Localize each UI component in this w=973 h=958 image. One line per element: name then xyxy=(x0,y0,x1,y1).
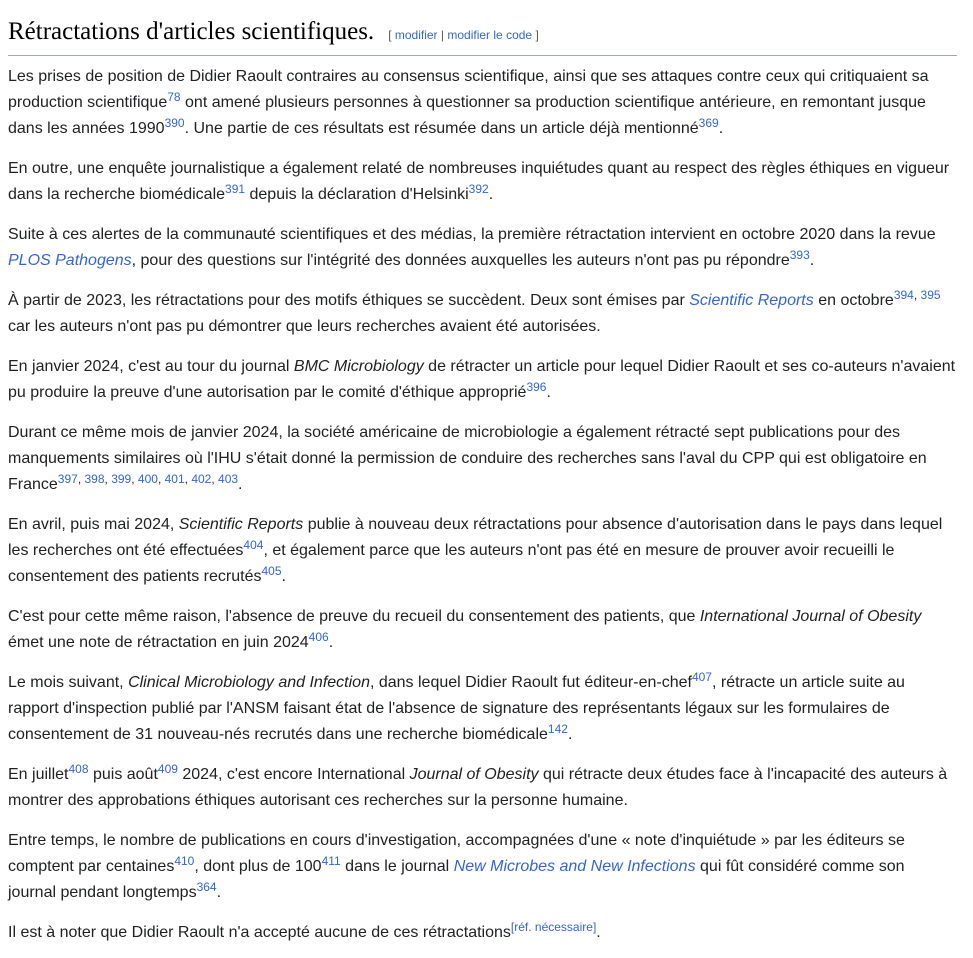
text: . xyxy=(596,923,601,941)
reference xyxy=(197,880,217,894)
citation-needed xyxy=(511,920,596,934)
journal-name: International Journal of Obesity xyxy=(699,607,922,625)
text: Il est à noter que Didier Raoult n'a accepté aucune de ces rétractations xyxy=(8,923,511,941)
reference-link[interactable]: 395 xyxy=(920,287,941,302)
reference-link[interactable]: 407 xyxy=(691,669,712,684)
reference-link[interactable]: 403 xyxy=(218,471,239,486)
reference-separator: , xyxy=(104,471,112,486)
edit-bracket-open: [ xyxy=(388,28,392,42)
text: , dont plus de 100 xyxy=(194,857,322,875)
reference-link[interactable]: 394 xyxy=(893,287,914,302)
reference-separator: , xyxy=(913,287,921,302)
journal-link-scientific-reports[interactable] xyxy=(689,292,814,309)
edit-link[interactable]: modifier xyxy=(394,28,438,42)
section-heading-row xyxy=(8,0,957,56)
paragraph-3 xyxy=(8,222,957,274)
text: , rétracte un article suite au rapport d'inspection publié par l'ANSM faisant état de l'absence de signature des représentants légaux sur les formulaires de consentement de 31 nouveau-nés recrutés dans une recherche biomédicale xyxy=(8,673,905,743)
link-text: Scientific Reports xyxy=(689,291,814,309)
text: En janvier 2024, c'est au tour du journal xyxy=(8,357,294,375)
reference-link[interactable]: 399 xyxy=(111,471,132,486)
reference-link[interactable]: 393 xyxy=(789,247,810,262)
text: émet une note de rétractation en juin 2024 xyxy=(8,633,309,651)
text: puis août xyxy=(88,765,158,783)
reference-link[interactable]: 78 xyxy=(167,89,181,104)
reference-link[interactable]: 401 xyxy=(164,471,185,486)
reference-separator: , xyxy=(77,471,85,486)
text: qui rétracte deux études face à l'incapacité des auteurs à montrer des approbations éthiques autorisant ces recherches sur la personne humaine. xyxy=(8,765,948,809)
text: , dans lequel Didier Raoult fut éditeur-en-chef xyxy=(369,673,692,691)
reference-link[interactable]: 408 xyxy=(68,761,89,776)
reference xyxy=(548,722,568,736)
reference-link[interactable]: 369 xyxy=(698,115,719,130)
reference xyxy=(167,90,180,104)
link-text: New Microbes and New Infections xyxy=(453,857,696,875)
reference xyxy=(322,854,341,868)
reference-separator: , xyxy=(131,471,138,486)
text: Les prises de position de Didier Raoult contraires au consensus scientifique, ainsi que ses attaques contre ceux qui critiquaient sa production scientifique xyxy=(8,67,929,111)
reference-separator: , xyxy=(211,471,219,486)
reference-separator: , xyxy=(157,471,165,486)
paragraph-8 xyxy=(8,604,957,656)
reference xyxy=(243,538,263,552)
journal-link-plos-pathogens[interactable] xyxy=(8,252,132,269)
text: de rétracter un article pour lequel Didier Raoult et ses co-auteurs n'avaient pu produire la preuve d'une autorisation par le comité d'éthique approprié xyxy=(8,357,956,401)
text: 2024, c'est encore International xyxy=(177,765,410,783)
reference xyxy=(790,248,810,262)
journal-name: Scientific Reports xyxy=(178,515,304,533)
text: À partir de 2023, les rétractations pour des motifs éthiques se succèdent. Deux sont émises par xyxy=(8,291,690,309)
reference-link[interactable]: 364 xyxy=(196,879,217,894)
text: depuis la déclaration d'Helsinki xyxy=(245,185,469,203)
paragraph-2 xyxy=(8,156,957,208)
edit-bracket-close: ] xyxy=(535,28,539,42)
edit-section-links xyxy=(388,28,539,42)
text: , et également parce que les auteurs n'ont pas été en mesure de prouver avoir recueilli le consentement des patients recrutés xyxy=(8,541,895,585)
reference-link[interactable]: 142 xyxy=(547,721,568,736)
text: C'est pour cette même raison, l'absence de preuve du recueil du consentement des patients, que xyxy=(8,607,700,625)
paragraph-1 xyxy=(8,64,957,142)
text: Le mois suivant, xyxy=(8,673,129,691)
text: Suite à ces alertes de la communauté scientifiques et des médias, la première rétractation intervient en octobre 2020 dans la revue xyxy=(8,225,936,243)
reference-link[interactable]: 400 xyxy=(137,471,158,486)
journal-name: BMC Microbiology xyxy=(293,357,424,375)
reference-link[interactable]: 391 xyxy=(225,181,246,196)
text: . xyxy=(546,383,551,401)
reference xyxy=(699,116,719,130)
reference-link[interactable]: 409 xyxy=(157,761,178,776)
text: . xyxy=(567,725,573,743)
reference-link[interactable]: 402 xyxy=(191,471,212,486)
edit-separator: | xyxy=(440,28,445,42)
reference xyxy=(261,564,281,578)
text: . xyxy=(238,475,243,493)
reference xyxy=(526,380,546,394)
reference xyxy=(692,670,712,684)
reference-group xyxy=(58,472,238,486)
paragraph-7 xyxy=(8,512,957,590)
journal-name: Journal of Obesity xyxy=(409,765,539,783)
text: . Une partie de ces résultats est résumée dans un article déjà mentionné xyxy=(184,119,699,137)
text: . xyxy=(718,119,724,137)
paragraph-10 xyxy=(8,762,957,814)
text: car les auteurs n'ont pas pu démontrer que leurs recherches avaient été autorisées. xyxy=(8,317,601,335)
section-title: Rétractations d'articles scientifiques. xyxy=(8,18,375,45)
text: dans le journal xyxy=(340,857,454,875)
text: En avril, puis mai 2024, xyxy=(8,515,179,533)
reference xyxy=(165,116,185,130)
reference-link[interactable]: 398 xyxy=(84,471,105,486)
reference-group xyxy=(894,288,941,302)
journal-link-new-microbes[interactable] xyxy=(454,858,696,875)
paragraph-11 xyxy=(8,828,957,906)
reference-link[interactable]: 396 xyxy=(526,379,547,394)
paragraph-9 xyxy=(8,670,957,748)
text: ont amené plusieurs personnes à questionner sa production scientifique antérieure, en remontant jusque dans les années 1990 xyxy=(8,93,926,137)
text: en octobre xyxy=(813,291,894,309)
text: En juillet xyxy=(8,765,69,783)
reference-link[interactable]: 392 xyxy=(468,181,489,196)
reference xyxy=(469,182,489,196)
text: Durant ce même mois de janvier 2024, la société américaine de microbiologie a également rétracté sept publications pour des manquements similaires où l'IHU s'était donné la permission de conduire des recherches sans l'aval du CPP qui est obligatoire en France xyxy=(8,423,927,493)
edit-code-link[interactable]: modifier le code xyxy=(447,28,533,42)
reference-link[interactable]: 405 xyxy=(261,563,282,578)
paragraph-6 xyxy=(8,420,957,498)
paragraph-5 xyxy=(8,354,957,406)
reference-separator: , xyxy=(184,471,192,486)
reference-link[interactable]: 390 xyxy=(164,115,185,130)
text: . xyxy=(281,567,286,585)
text: . xyxy=(328,633,334,651)
paragraph-4 xyxy=(8,288,957,340)
reference xyxy=(309,630,329,644)
reference-link[interactable]: 410 xyxy=(174,853,195,868)
reference-link[interactable]: 397 xyxy=(57,471,78,486)
reference xyxy=(158,762,178,776)
reference xyxy=(174,854,194,868)
paragraph-12 xyxy=(8,920,957,946)
journal-name: Clinical Microbiology and Infection xyxy=(128,673,370,691)
reference-link[interactable]: 404 xyxy=(243,537,264,552)
text: . xyxy=(216,883,222,901)
text: En outre, une enquête journalistique a également relaté de nombreuses inquiétudes quant au respect des règles éthiques en vigueur dans la recherche biomédicale xyxy=(8,159,950,203)
link-text: PLOS Pathogens xyxy=(8,251,132,269)
reference-link[interactable]: 411 xyxy=(321,853,341,868)
reference xyxy=(68,762,88,776)
reference-link[interactable]: 406 xyxy=(308,629,329,644)
citation-needed-link[interactable]: [réf. nécessaire] xyxy=(510,919,597,934)
text: Entre temps, le nombre de publications en cours d'investigation, accompagnées d'une « note d'inquiétude » par les éditeurs se comptent par centaines xyxy=(8,831,905,875)
text: . xyxy=(809,251,815,269)
text: qui fût considéré comme son journal pendant longtemps xyxy=(8,857,905,901)
text: . xyxy=(488,185,494,203)
reference xyxy=(225,182,245,196)
text: , pour des questions sur l'intégrité des données auxquelles les auteurs n'ont pas pu répondre xyxy=(131,251,790,269)
text: publie à nouveau deux rétractations pour absence d'autorisation dans le pays dans lequel les recherches ont été effectuées xyxy=(8,515,943,559)
